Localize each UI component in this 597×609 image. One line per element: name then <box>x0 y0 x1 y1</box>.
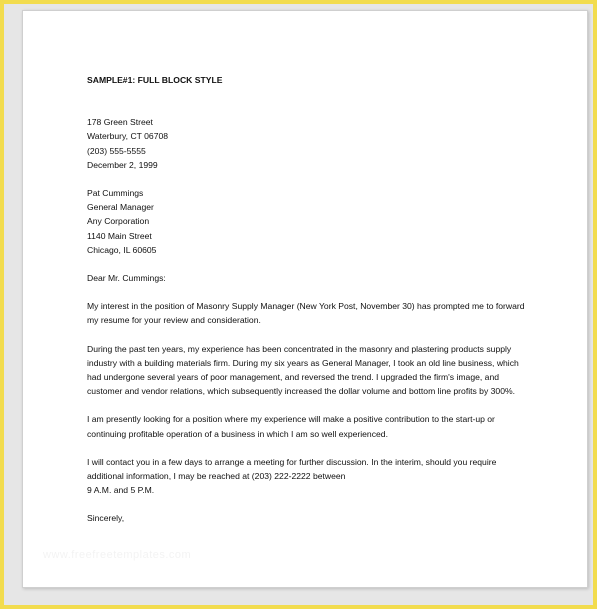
paragraph-line: I am presently looking for a position where my experience will make a positive contribution to the start-up or <box>87 414 495 425</box>
paragraph-line: I will contact you in a few days to arrange a meeting for further discussion. In the interim, should you require <box>87 456 497 467</box>
paragraph-line: industry with a building materials firm. During my six years as General Manager, I took an old line business, which <box>87 357 519 368</box>
paragraph-line: additional information, I may be reached at (203) 222-2222 between <box>87 471 346 482</box>
paragraph-line: 9 A.M. and 5 P.M. <box>87 485 155 496</box>
recipient-title: General Manager <box>87 202 154 213</box>
paragraph-line: continuing profitable operation of a business in which I am so well experienced. <box>87 428 388 439</box>
paragraph-line: My interest in the position of Masonry Supply Manager (New York Post, November 30) has prompted me to forward <box>87 301 525 312</box>
sender-street: 178 Green Street <box>87 117 153 128</box>
paragraph-line: customer and vendor relations, which subsequently increased the dollar volume and bottom line profits by 300%. <box>87 386 516 397</box>
recipient-city: Chicago, IL 60605 <box>87 244 157 255</box>
recipient-name: Pat Cummings <box>87 188 144 199</box>
closing <box>87 511 527 525</box>
paragraph-2 <box>87 342 527 399</box>
paragraph-line: my resume for your review and consideration. <box>87 315 261 326</box>
closing-text: Sincerely, <box>87 513 125 524</box>
paragraph-3 <box>87 412 527 440</box>
salutation <box>87 271 527 285</box>
recipient-street: 1140 Main Street <box>87 230 152 241</box>
paragraph-4 <box>87 455 527 498</box>
paragraph-line: had undergone several years of poor management, and reversed the trend. I upgraded the firm's image, and <box>87 372 500 383</box>
recipient-company: Any Corporation <box>87 216 150 227</box>
sender-city: Waterbury, CT 06708 <box>87 131 169 142</box>
letter-date: December 2, 1999 <box>87 159 158 170</box>
sender-address <box>87 115 527 172</box>
paragraph-1 <box>87 299 527 327</box>
salutation-text: Dear Mr. Cummings: <box>87 273 166 284</box>
sender-phone: (203) 555-5555 <box>87 145 146 156</box>
recipient-address <box>87 186 527 257</box>
paragraph-line: During the past ten years, my experience has been concentrated in the masonry and plastering products supply <box>87 343 512 354</box>
document-page <box>22 10 588 588</box>
letter-content <box>87 73 527 540</box>
document-title: SAMPLE#1: FULL BLOCK STYLE <box>87 75 223 85</box>
watermark: www.freefreetemplates.com <box>43 549 192 561</box>
